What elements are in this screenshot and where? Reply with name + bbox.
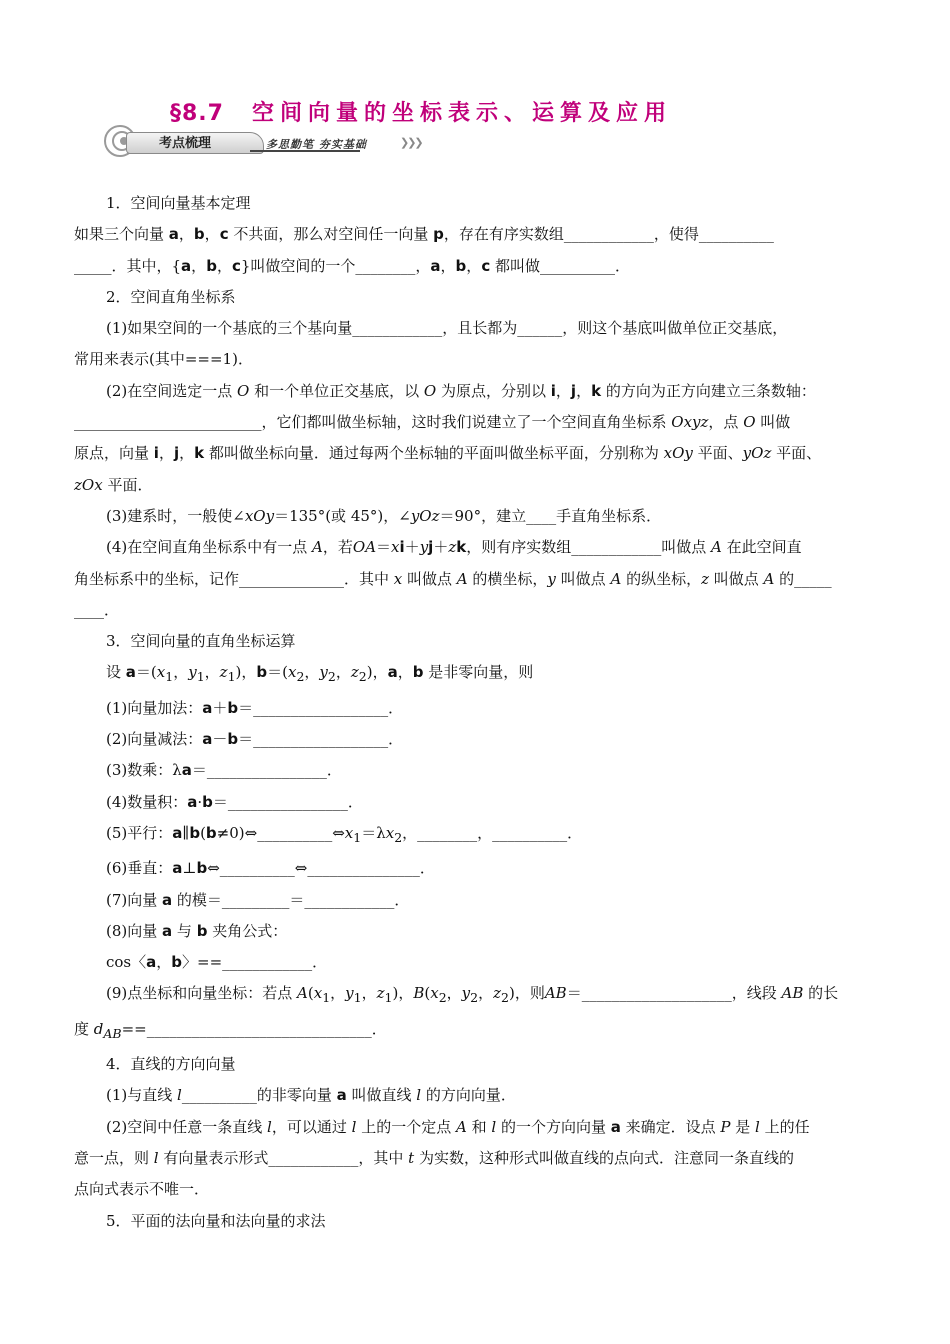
text-line: 度 $d_{AB}==\_\_\_\_\_\_\_\_\_\_\_\_\_\_\_\_\_\_\_\_\_\_\_\_\_\_\_\_\_\_$． <box>74 1019 387 1041</box>
text-line: (8)向量 a 与 b 夹角公式： <box>106 921 288 940</box>
banner-motto: 多思勤笔 夯实基础 <box>266 138 367 151</box>
section-heading: 3．空间向量的直角坐标运算 <box>106 632 296 651</box>
text-line: (4)数量积：a·b＝________________． <box>106 792 363 811</box>
text-line: (3)数乘：λa＝________________． <box>106 761 342 780</box>
text-line: (2)空间中任意一条直线 l，可以通过 l 上的一个定点 A 和 l 的一个方向向量 a 来确定．设点 P 是 l 上的任 <box>106 1117 810 1136</box>
text-line: _____．其中，{a，b，c}叫做空间的一个________，a，b，c 都叫做__________． <box>74 256 630 275</box>
text-line: (9)点坐标和向量坐标：若点 $A(x_1$，$y_1$，$z_1$)，$B(x_2$，$y_2$，$z_2$)，则AB＝____________________，线段 AB 的长 <box>106 984 839 1006</box>
text-line: (1)如果空间的一个基底的三个基向量____________，且长都为______，则这个基底叫做单位正交基底， <box>106 319 788 338</box>
text-line: (7)向量 a 的模＝_________＝____________． <box>106 890 410 909</box>
text-line: 意一点，则 l 有向量表示形式____________，其中 t 为实数，这种形式叫做直线的点向式．注意同一条直线的 <box>74 1148 794 1167</box>
text-line: 原点，向量 i，j，k 都叫做坐标向量．通过每两个坐标轴的平面叫做坐标平面，分别称为 xOy 平面、yOz 平面、 <box>74 444 822 463</box>
section-heading: 1．空间向量基本定理 <box>106 194 251 212</box>
document-body <box>74 188 880 1237</box>
text-line: ____． <box>74 600 120 619</box>
text-line: zOx 平面． <box>74 475 153 494</box>
chevrons-icon: ❯❯❯ <box>400 136 422 149</box>
text-line: 设 $a=(x_1$，$y_1$，$z_1$)，$b=(x_2$，$y_2$，$z_2$)，a，b 是非零向量，则 <box>106 663 534 685</box>
section-heading: 2．空间直角坐标系 <box>106 287 236 306</box>
text-line: (1)与直线 l__________的非零向量 a 叫做直线 l 的方向向量． <box>106 1086 516 1105</box>
text-line: (6)垂直：a⊥b⇔__________⇔_______________． <box>106 859 435 878</box>
section-heading: 5．平面的法向量和法向量的求法 <box>106 1211 326 1230</box>
text-line: (1)向量加法：a＋b＝__________________． <box>106 698 404 717</box>
section-heading: 4．直线的方向向量 <box>106 1055 236 1074</box>
text-line: 常用来表示(其中===1)． <box>74 350 253 369</box>
section-title: 空间向量的坐标表示、运算及应用 <box>251 101 672 126</box>
banner-label: 考点梳理 <box>126 132 264 154</box>
text-line: (2)在空间选定一点 O 和一个单位正交基底，以 O 为原点，分别以 i，j，k 的方向为正方向建立三条数轴： <box>106 381 816 400</box>
text-line: 角坐标系中的坐标，记作______________．其中 x 叫做点 A 的横坐标，y 叫做点 A 的纵坐标，z 叫做点 A 的_____ <box>74 569 832 588</box>
text-line: (4)在空间直角坐标系中有一点 A，若OA＝xi＋yj＋zk，则有序实数组____________叫做点 A 在此空间直 <box>106 538 802 557</box>
text-line: cos〈a，b〉==____________． <box>106 953 328 972</box>
text-line: (5)平行：$a\parallel b(b\ne 0)\Leftrightarrow\_\_\_\_\_\_\_\_\_\_\Leftrightarrow x_1=\lambda x_2$，________，__________． <box>106 823 583 845</box>
section-banner <box>100 122 440 160</box>
text-line: 点向式表示不唯一． <box>74 1180 210 1199</box>
text-line: (2)向量减法：a－b＝__________________． <box>106 730 404 749</box>
text-line: (3)建系时，一般使∠xOy＝135°(或 45°)，∠yOz＝90°，建立____手直角坐标系． <box>106 506 662 525</box>
text-line: 如果三个向量 a，b，c 不共面，那么对空间任一向量 p，存在有序实数组____________，使得__________ <box>74 225 774 244</box>
section-number: §8.7 <box>170 101 224 126</box>
text-line: _________________________，它们都叫做坐标轴，这时我们说建立了一个空间直角坐标系 Oxyz，点 O 叫做 <box>74 413 791 432</box>
